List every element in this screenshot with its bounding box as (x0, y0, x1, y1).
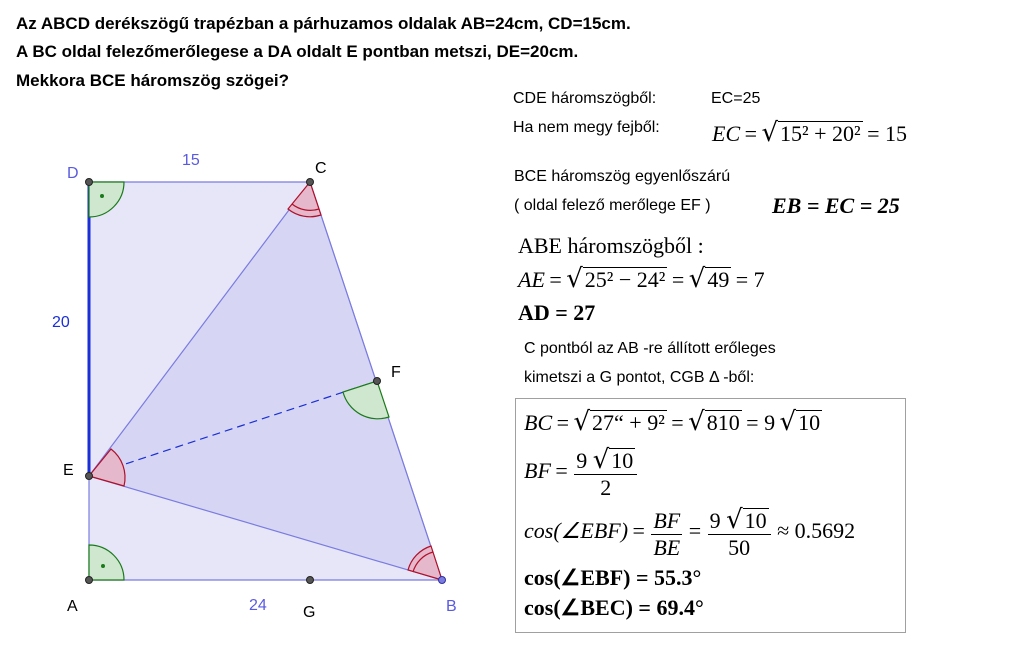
bc-formula: BC = √27“ + 9² = √810 = 9 √10 (524, 407, 821, 437)
cos-num-2-pre: 9 (709, 508, 721, 533)
length-dc: 15 (182, 152, 200, 169)
point-g (307, 577, 314, 584)
bc-rad2: 810 (706, 410, 740, 435)
bf-fraction: $\frac{9 √10}{2}$ (574, 447, 637, 501)
ae-mid: = (671, 267, 685, 292)
cos-den-2: 50 (728, 535, 751, 560)
cos-formula: cos(∠EBF) = $\frac{BF}{BE}$ = $\frac{9 √10}{50}$ ≈ 0.5692 (524, 505, 856, 560)
length-ag: 24 (249, 597, 267, 614)
ad-result: AD = 27 (518, 300, 596, 325)
right-angle-d-dot (100, 194, 104, 198)
cos-fraction-2: $\frac{9 √10}{50}$ (708, 507, 771, 561)
ae-formula: AE = √25² − 24² = √49 = 7 (518, 264, 765, 294)
c-pont-line-2: kimetszi a G pontot, CGB Δ -ből: (524, 369, 755, 386)
bf-num-rad: 10 (611, 448, 634, 473)
ec-formula-rhs: = 15 (867, 121, 908, 146)
bc-rad: 27“ + 9² (592, 410, 665, 435)
ec-formula: EC = √15² + 20² = 15 (712, 118, 908, 148)
label-a: A (67, 598, 78, 615)
bf-lhs: BF (524, 458, 551, 484)
point-b (439, 577, 446, 584)
label-f: F (391, 364, 401, 381)
bc-lhs: BC (524, 410, 553, 435)
bf-num-pre: 9 (576, 448, 588, 473)
bf-formula: BF = $\frac{9 √10}{2}$ (524, 447, 639, 501)
label-d: D (67, 165, 79, 182)
ae-rad: 25² − 24² (584, 267, 666, 292)
cos-num-1: BF (653, 507, 681, 533)
bc-rhs-pre: = 9 (746, 410, 776, 435)
fejbol-label: Ha nem megy fejből: (513, 119, 660, 136)
problem-line-1: Az ABCD derékszögű trapézban a párhuzamos oldalak AB=24cm, CD=15cm. (16, 14, 631, 33)
label-e: E (63, 462, 74, 479)
point-d (86, 179, 93, 186)
abe-label: ABE háromszögből : (518, 233, 704, 258)
ae-lhs: AE (518, 267, 545, 292)
eb-ec-equal: EB = EC = 25 (772, 193, 900, 218)
bce-label: BCE háromszög egyenlőszárú (514, 168, 731, 185)
oldal-label: ( oldal felező merőlege EF ) (514, 197, 711, 214)
ec-formula-rad: 15² + 20² (780, 121, 861, 146)
label-b: B (446, 598, 457, 615)
cde-result: EC=25 (711, 90, 761, 107)
bf-den: 2 (600, 475, 612, 500)
length-de: 20 (52, 314, 70, 331)
ae-rhs: = 7 (735, 267, 765, 292)
problem-line-3: Mekkora BCE háromszög szögei? (16, 71, 290, 90)
bc-rad3: 10 (798, 410, 821, 435)
cde-label: CDE háromszögből: (513, 90, 657, 107)
cos-num-2-rad: 10 (744, 508, 767, 533)
formula-box (515, 398, 906, 633)
ebf-result: cos(∠EBF) = 55.3° (524, 565, 702, 590)
problem-line-2: A BC oldal felezőmerőlegese a DA oldalt E pontban metszi, DE=20cm. (16, 42, 579, 61)
cos-lhs: cos(∠EBF) (524, 518, 629, 544)
label-c: C (315, 160, 327, 177)
cos-den-1: BE (653, 534, 681, 560)
point-e (86, 473, 93, 480)
cos-approx: ≈ 0.5692 (777, 518, 856, 544)
right-angle-a-dot (101, 564, 105, 568)
point-c (307, 179, 314, 186)
point-a (86, 577, 93, 584)
label-g: G (303, 604, 316, 621)
point-f (374, 378, 381, 385)
ec-formula-lhs: EC (712, 121, 741, 146)
cos-fraction-1 (651, 508, 682, 561)
ae-rad2: 49 (707, 267, 730, 292)
c-pont-line-1: C pontból az AB -re állított erőleges (524, 340, 776, 357)
bec-result: cos(∠BEC) = 69.4° (524, 595, 704, 620)
